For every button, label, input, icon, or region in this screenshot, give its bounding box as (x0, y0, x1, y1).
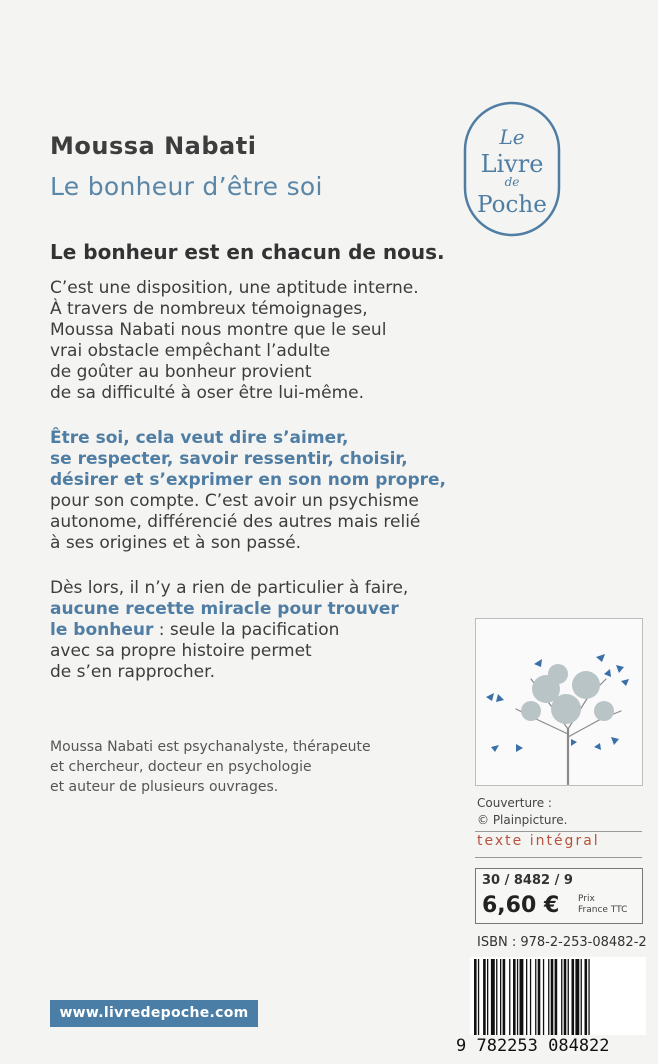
barcode-bar (483, 959, 486, 1035)
barcode-bar (509, 959, 510, 1035)
svg-text:Livre: Livre (480, 150, 544, 178)
author-name: Moussa Nabati (50, 132, 257, 160)
text-line: autonome, différencié des autres mais relié (50, 512, 421, 532)
barcode-bar (513, 959, 516, 1035)
text-line: Moussa Nabati est psychanalyste, thérapeute (50, 739, 371, 755)
barcode-bar (517, 959, 518, 1035)
divider (475, 831, 642, 832)
barcode-bar (530, 959, 531, 1035)
barcode-bar (581, 959, 582, 1035)
barcode-bar (500, 959, 501, 1035)
highlight-line: aucune recette miracle pour trouver (50, 599, 399, 619)
text-line: de s’en rapprocher. (50, 662, 215, 682)
text-line: © Plainpicture. (477, 813, 568, 827)
barcode-bar (526, 959, 527, 1035)
cover-credit (477, 795, 567, 829)
paragraph-3 (50, 578, 450, 683)
text-line: Moussa Nabati nous montre que le seul (50, 320, 387, 340)
barcode-bar (543, 959, 544, 1035)
text-line: vrai obstacle empêchant l’adulte (50, 341, 331, 361)
text-line: et auteur de plusieurs ouvrages. (50, 779, 279, 795)
text-line: pour son compte. C’est avoir un psychisme (50, 491, 419, 511)
barcode-bar (548, 959, 549, 1035)
paragraph-1 (50, 278, 450, 404)
text-line: À travers de nombreux témoignages, (50, 299, 368, 319)
text-span: : seule la pacification (153, 620, 340, 640)
barcode-bar (568, 959, 569, 1035)
text-line: C’est une disposition, une aptitude interne. (50, 278, 419, 298)
highlight-text: le bonheur (50, 620, 154, 640)
barcode-bar (572, 959, 575, 1035)
livre-de-poche-logo (462, 100, 562, 238)
price-box (475, 868, 643, 924)
highlight-line: se respecter, savoir ressentir, choisir, (50, 449, 408, 469)
price: 6,60 € (482, 893, 560, 918)
barcode (452, 955, 648, 1055)
text-integral-label: texte intégral (477, 833, 600, 849)
barcode-bar (478, 959, 479, 1035)
website-link[interactable]: www.livredepoche.com (50, 1000, 258, 1027)
highlight-line: désirer et s’exprimer en son nom propre, (50, 470, 446, 490)
text-line: de goûter au bonheur provient (50, 362, 312, 382)
headline: Le bonheur est en chacun de nous. (50, 240, 445, 264)
text-line: Dès lors, il n’y a rien de particulier à faire, (50, 578, 409, 598)
barcode-bar (491, 959, 495, 1035)
catalog-code: 30 / 8482 / 9 (482, 873, 573, 888)
svg-text:de: de (504, 175, 520, 189)
barcode-bar (503, 959, 506, 1035)
cover-illustration (475, 618, 643, 786)
text-line: avec sa propre histoire permet (50, 641, 312, 661)
barcode-bar (561, 959, 562, 1035)
barcode-bar (564, 959, 567, 1035)
barcode-bar (520, 959, 524, 1035)
book-title: Le bonheur d’être soi (50, 172, 323, 201)
isbn: ISBN : 978-2-253-08482-2 (477, 935, 647, 950)
barcode-bar (585, 959, 588, 1035)
barcode-bar (538, 959, 541, 1035)
text-line (50, 620, 450, 641)
svg-text:Le: Le (499, 125, 525, 149)
text-line: France TTC (578, 905, 628, 915)
barcode-bar (575, 959, 579, 1035)
price-label (578, 894, 627, 916)
divider (475, 857, 642, 858)
barcode-bar (535, 959, 536, 1035)
text-line: de sa difficulté à oser être lui-même. (50, 383, 364, 403)
author-bio (50, 737, 450, 797)
barcode-bar (555, 959, 558, 1035)
paragraph-2 (50, 428, 450, 554)
text-line: et chercheur, docteur en psychologie (50, 759, 312, 775)
barcode-bar (487, 959, 488, 1035)
highlight-line: Être soi, cela veut dire s’aimer, (50, 428, 349, 448)
barcode-bar (588, 959, 589, 1035)
barcode-bar (496, 959, 497, 1035)
text-line: Prix (578, 894, 595, 904)
text-line: Couverture : (477, 796, 552, 810)
text-line: à ses origines et à son passé. (50, 533, 302, 553)
barcode-bar (551, 959, 554, 1035)
barcode-digits: 9 782253 084822 (456, 1036, 610, 1055)
svg-text:Poche: Poche (477, 192, 547, 218)
barcode-bar (474, 959, 477, 1035)
